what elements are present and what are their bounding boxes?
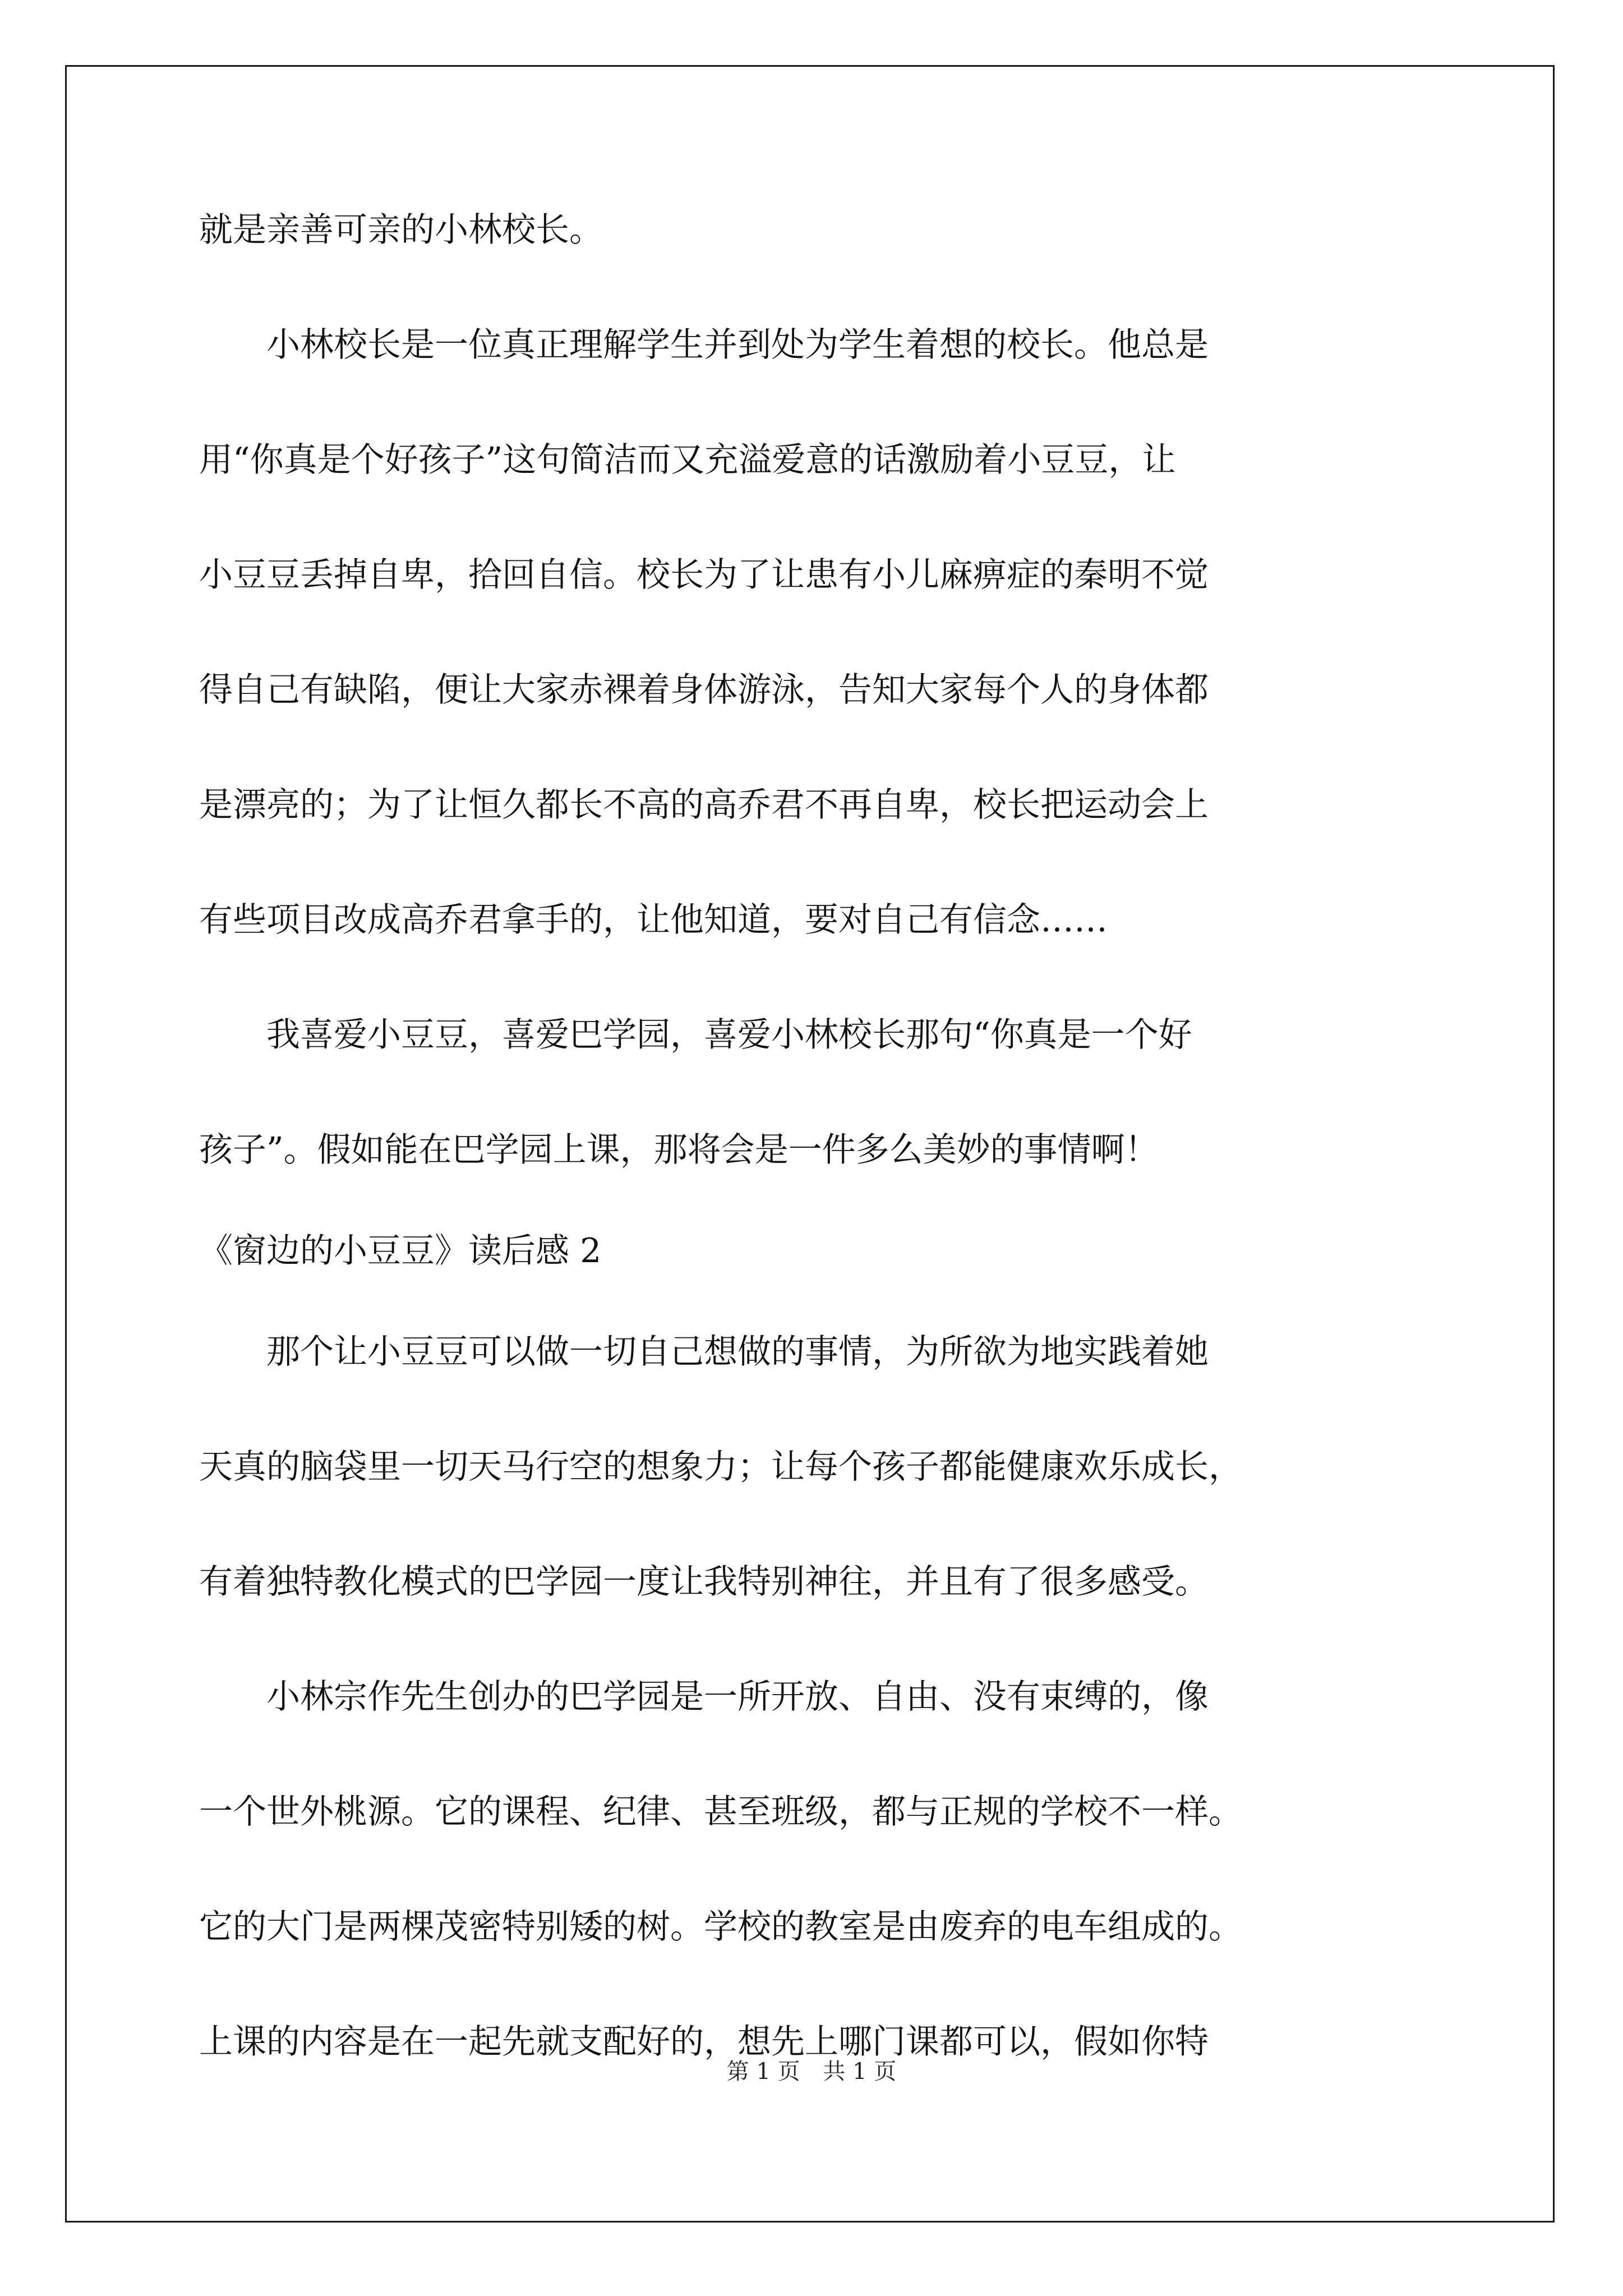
text-line: 那个让小豆豆可以做一切自己想做的事情，为所欲为地实践着她 — [199, 1332, 1209, 1372]
text-line: 有着独特教化模式的巴学园一度让我特别神往，并且有了很多感受。 — [199, 1562, 1209, 1602]
text-line: 得自己有缺陷，便让大家赤裸着身体游泳，告知大家每个人的身体都 — [199, 670, 1209, 710]
page-footer — [0, 2058, 1623, 2086]
text-line: 它的大门是两棵茂密特别矮的树。学校的教室是由废弃的电车组成的。 — [199, 1907, 1242, 1947]
page-number: 第 1 页 — [726, 2059, 800, 2085]
page-total: 共 1 页 — [823, 2059, 897, 2085]
text-line: 小林宗作先生创办的巴学园是一所开放、自由、没有束缚的，像 — [199, 1677, 1209, 1717]
text-line: 我喜爱小豆豆，喜爱巴学园，喜爱小林校长那句“你真是一个好 — [199, 1015, 1192, 1055]
text-line: 小豆豆丢掉自卑，拾回自信。校长为了让患有小儿麻痹症的秦明不觉 — [199, 555, 1209, 595]
text-line: 小林校长是一位真正理解学生并到处为学生着想的校长。他总是 — [199, 325, 1209, 365]
text-line: 是漂亮的；为了让恒久都长不高的高乔君不再自卑，校长把运动会上 — [199, 785, 1209, 825]
text-line: 用“你真是个好孩子”这句简洁而又充溢爱意的话激励着小豆豆，让 — [199, 440, 1176, 480]
text-line: 就是亲善可亲的小林校长。 — [199, 210, 603, 250]
text-line: 上课的内容是在一起先就支配好的，想先上哪门课都可以，假如你特 — [199, 2022, 1209, 2062]
section-heading: 《窗边的小豆豆》读后感 2 — [199, 1231, 602, 1271]
text-line: 有些项目改成高乔君拿手的，让他知道，要对自己有信念…… — [199, 900, 1108, 940]
text-line: 孩子”。假如能在巴学园上课，那将会是一件多么美妙的事情啊！ — [199, 1130, 1159, 1170]
text-line: 天真的脑袋里一切天马行空的想象力；让每个孩子都能健康欢乐成长， — [199, 1447, 1242, 1487]
text-line: 一个世外桃源。它的课程、纪律、甚至班级，都与正规的学校不一样。 — [199, 1792, 1242, 1832]
